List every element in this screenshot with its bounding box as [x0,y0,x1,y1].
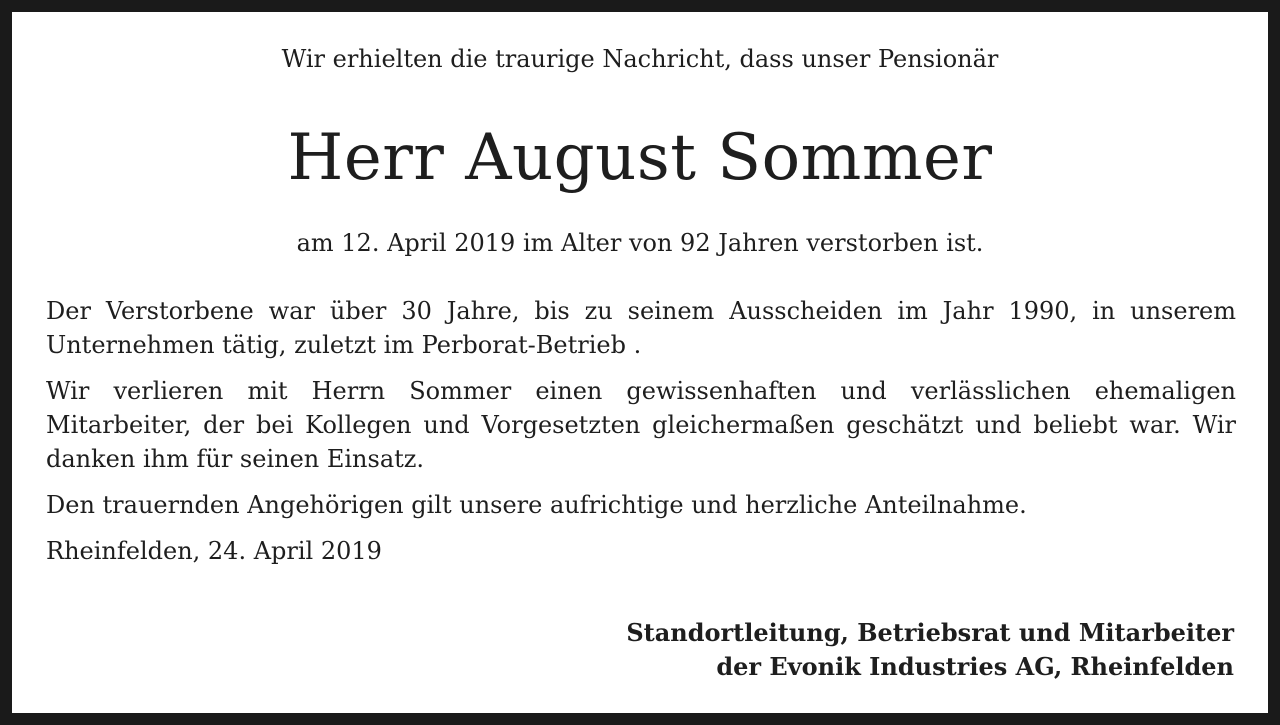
deceased-name: Herr August Sommer [287,121,993,195]
notice-body [46,294,1236,580]
paragraph-tribute: Wir verlieren mit Herrn Sommer einen gewissenhaften und verlässlichen ehemaligen Mitarbeiter, der bei Kollegen und Vorgesetzten gleichermaßen geschätzt und beliebt war. Wir danken ihm für seinen Einsatz. [46,377,1236,473]
obituary-notice [12,12,1268,713]
intro-line: Wir erhielten die traurige Nachricht, dass unser Pensionär [281,45,999,73]
place-date: Rheinfelden, 24. April 2019 [46,537,382,565]
paragraph-career: Der Verstorbene war über 30 Jahre, bis zu seinem Ausscheiden im Jahr 1990, in unserem Unternehmen tätig, zuletzt im Perborat-Betrieb . [46,297,1236,359]
signature-line-1: Standortleitung, Betriebsrat und Mitarbeiter [626,618,1234,647]
paragraph-condolence: Den trauernden Angehörigen gilt unsere aufrichtige und herzliche Anteilnahme. [46,491,1027,519]
death-date-line: am 12. April 2019 im Alter von 92 Jahren verstorben ist. [296,229,984,257]
signature-block [434,616,1234,684]
signature-line-2: der Evonik Industries AG, Rheinfelden [716,652,1234,681]
